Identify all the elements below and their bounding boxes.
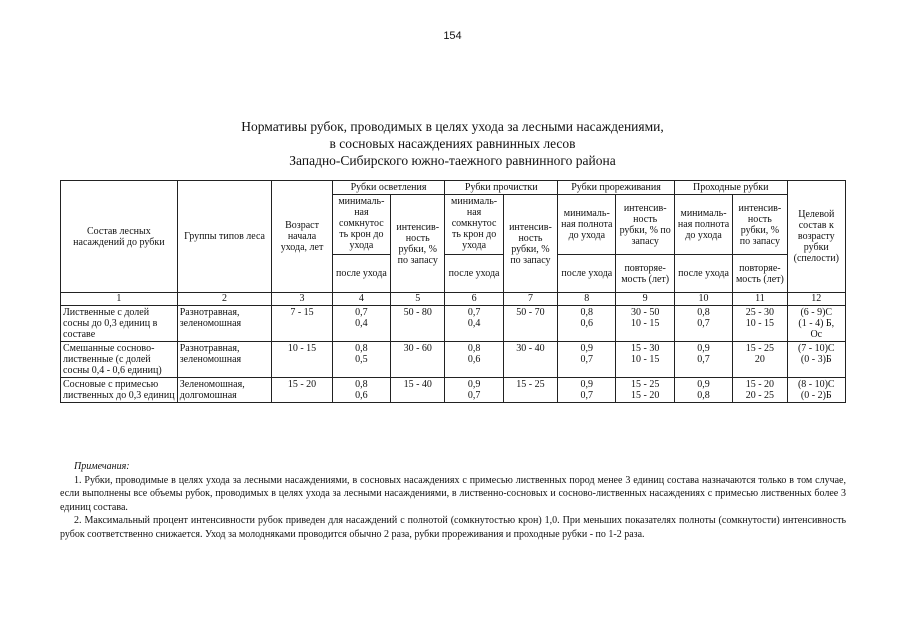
table-row (61, 306, 846, 342)
cell-passage-intensity (733, 306, 787, 342)
header-min-density: минималь-ная полнота до ухода (674, 195, 732, 255)
cell-thinning-density (558, 378, 616, 403)
cell-age: 10 - 15 (272, 342, 332, 378)
value-intensity: 30 - 50 (631, 307, 660, 318)
value-repeat: 20 (754, 354, 765, 365)
note-1: 1. Рубки, проводимые в целях ухода за лесными насаждениями, в сосновых насаждениях с примесью лиственных пород менее 3 единиц состава назначаются только в том случае, если выполнены все объемы рубок, проводимых в целях ухода за лесными насаждениями, в лиственно-сосновых и сосново-лиственных насаждениях с примесью лиственных более 3 единиц состава. (60, 474, 846, 513)
value-before: 0,8 (355, 343, 368, 354)
cell-lightening-intensity: 15 - 40 (391, 378, 445, 403)
cell-forest-types: Разнотравная, зеленомошная (177, 306, 272, 342)
cell-composition: Сосновые с примесью лиственных до 0,3 единиц (61, 378, 178, 403)
note-2: 2. Максимальный процент интенсивности рубок приведен для насаждений с полнотой (сомкнутостью крон) 1,0. При меньших показателях полноты (сомкнутости) интенсивность рубок соответственно снижается. Уход за молодняками проводится обычно 2 раза, рубки прореживания и проходные рубки - по 1-2 раза. (60, 515, 846, 540)
value-before: 0,9 (580, 379, 594, 390)
value-after: 0,7 (697, 318, 710, 329)
value-after: 0,4 (467, 318, 481, 329)
column-number: 5 (391, 293, 445, 306)
cell-age: 7 - 15 (272, 306, 332, 342)
header-intensity: интенсив-ность рубки, % по запасу (733, 195, 787, 255)
cell-lightening-intensity: 30 - 60 (391, 342, 445, 378)
page-number: 154 (443, 30, 462, 42)
cell-thinning-intensity (616, 378, 674, 403)
notes-section (60, 460, 846, 541)
column-number: 1 (61, 293, 178, 306)
value-intensity: 15 - 20 (745, 379, 775, 390)
title-line-2: в сосновых насаждениях равнинных лесов (329, 136, 576, 151)
cell-cleaning-closure (445, 378, 503, 403)
value-before: 0,8 (580, 307, 594, 318)
header-after-care: после ухода (445, 255, 503, 293)
column-number: 6 (445, 293, 503, 306)
cell-target-composition (787, 378, 845, 403)
cell-lightening-closure (332, 342, 390, 378)
value-birch: (1 - 4) Б, (798, 318, 835, 329)
header-min-closure: минималь-ная сомкнутос ть крон до ухода (332, 195, 390, 255)
value-before: 0,7 (355, 307, 368, 318)
value-intensity: 15 - 30 (631, 343, 660, 354)
value-before: 0,9 (580, 343, 594, 354)
value-intensity: 15 - 25 (631, 379, 660, 390)
cell-thinning-intensity (616, 342, 674, 378)
cell-cleaning-intensity: 50 - 70 (503, 306, 557, 342)
cell-thinning-density (558, 342, 616, 378)
header-after-care: после ухода (558, 255, 616, 293)
header-passage: Проходные рубки (674, 181, 787, 195)
header-target: Целевой состав к возрасту рубки (спелости) (787, 181, 845, 293)
cell-lightening-intensity: 50 - 80 (391, 306, 445, 342)
value-after: 0,7 (697, 354, 710, 365)
cell-cleaning-intensity: 30 - 40 (503, 342, 557, 378)
value-intensity: 15 - 25 (745, 343, 775, 354)
cell-cleaning-closure (445, 342, 503, 378)
value-intensity: 25 - 30 (745, 307, 775, 318)
cell-thinning-density (558, 306, 616, 342)
cell-lightening-closure (332, 306, 390, 342)
value-repeat: 15 - 20 (631, 390, 660, 401)
value-after: 0,7 (580, 390, 594, 401)
document-title (0, 118, 905, 169)
header-composition: Состав лесных насаждений до рубки (61, 181, 178, 293)
column-number: 8 (558, 293, 616, 306)
value-before: 0,9 (697, 379, 710, 390)
header-forest-types: Группы типов леса (177, 181, 272, 293)
value-birch: (0 - 2)Б (800, 390, 832, 401)
header-after-care: после ухода (674, 255, 732, 293)
header-age: Возраст начала ухода, лет (272, 181, 332, 293)
value-pine: (8 - 10)С (797, 379, 835, 390)
cell-passage-intensity (733, 378, 787, 403)
value-after: 0,6 (467, 354, 481, 365)
header-min-closure: минималь-ная сомкнутос ть крон до ухода (445, 195, 503, 255)
table-row (61, 378, 846, 403)
table-row (61, 342, 846, 378)
header-lightening: Рубки осветления (332, 181, 445, 195)
value-after: 0,4 (355, 318, 368, 329)
value-before: 0,8 (697, 307, 710, 318)
value-after: 0,8 (697, 390, 710, 401)
value-before: 0,7 (467, 307, 481, 318)
value-before: 0,8 (467, 343, 481, 354)
header-repeat: повторяе-мость (лет) (616, 255, 674, 293)
cell-composition: Смешанные сосново-лиственные (с долей сосны 0,4 - 0,6 единиц) (61, 342, 178, 378)
column-numbers-row (61, 293, 846, 306)
cell-target-composition (787, 306, 845, 342)
header-intensity: интенсив-ность рубки, % по запасу (503, 195, 557, 293)
cell-passage-density (674, 342, 732, 378)
value-before: 0,8 (355, 379, 368, 390)
value-birch: (0 - 3)Б (800, 354, 832, 365)
column-number: 9 (616, 293, 674, 306)
value-after: 0,7 (467, 390, 481, 401)
header-thinning: Рубки прореживания (558, 181, 675, 195)
cell-lightening-closure (332, 378, 390, 403)
value-after: 0,6 (580, 318, 594, 329)
cell-composition: Лиственные с долей сосны до 0,3 единиц в составе (61, 306, 178, 342)
column-number: 7 (503, 293, 557, 306)
cell-thinning-intensity (616, 306, 674, 342)
title-line-3: Западно-Сибирского южно-таежного равнинного района (289, 153, 616, 168)
column-number: 4 (332, 293, 390, 306)
column-number: 11 (733, 293, 787, 306)
cell-target-composition (787, 342, 845, 378)
value-repeat: 10 - 15 (745, 318, 775, 329)
value-pine: (7 - 10)С (797, 343, 835, 354)
value-before: 0,9 (697, 343, 710, 354)
header-after-care: после ухода (332, 255, 390, 293)
cell-cleaning-closure (445, 306, 503, 342)
header-row-1 (61, 181, 846, 195)
cell-passage-density (674, 378, 732, 403)
value-repeat: 20 - 25 (745, 390, 775, 401)
cell-passage-intensity (733, 342, 787, 378)
cell-cleaning-intensity: 15 - 25 (503, 378, 557, 403)
header-min-density: минималь-ная полнота до ухода (558, 195, 616, 255)
column-number: 12 (787, 293, 845, 306)
value-repeat: 10 - 15 (631, 354, 660, 365)
value-after: 0,6 (355, 390, 368, 401)
header-repeat: повторяе-мость (лет) (733, 255, 787, 293)
column-number: 10 (674, 293, 732, 306)
cell-forest-types: Зеленомошная, долгомошная (177, 378, 272, 403)
title-line-1: Нормативы рубок, проводимых в целях ухода за лесными насаждениями, (241, 119, 664, 134)
header-cleaning: Рубки прочистки (445, 181, 558, 195)
cell-passage-density (674, 306, 732, 342)
header-intensity: интенсив-ность рубки, % по запасу (616, 195, 674, 255)
value-pine: (6 - 9)С (800, 307, 833, 318)
column-number: 3 (272, 293, 332, 306)
notes-heading: Примечания: (74, 461, 130, 472)
cell-age: 15 - 20 (272, 378, 332, 403)
cell-forest-types: Разнотравная, зеленомошная (177, 342, 272, 378)
value-repeat: 10 - 15 (631, 318, 660, 329)
norms-table (60, 180, 846, 403)
column-number: 2 (177, 293, 272, 306)
header-intensity: интенсив-ность рубки, % по запасу (391, 195, 445, 293)
value-aspen: Ос (810, 329, 823, 340)
value-after: 0,7 (580, 354, 594, 365)
value-after: 0,5 (355, 354, 368, 365)
value-before: 0,9 (467, 379, 481, 390)
